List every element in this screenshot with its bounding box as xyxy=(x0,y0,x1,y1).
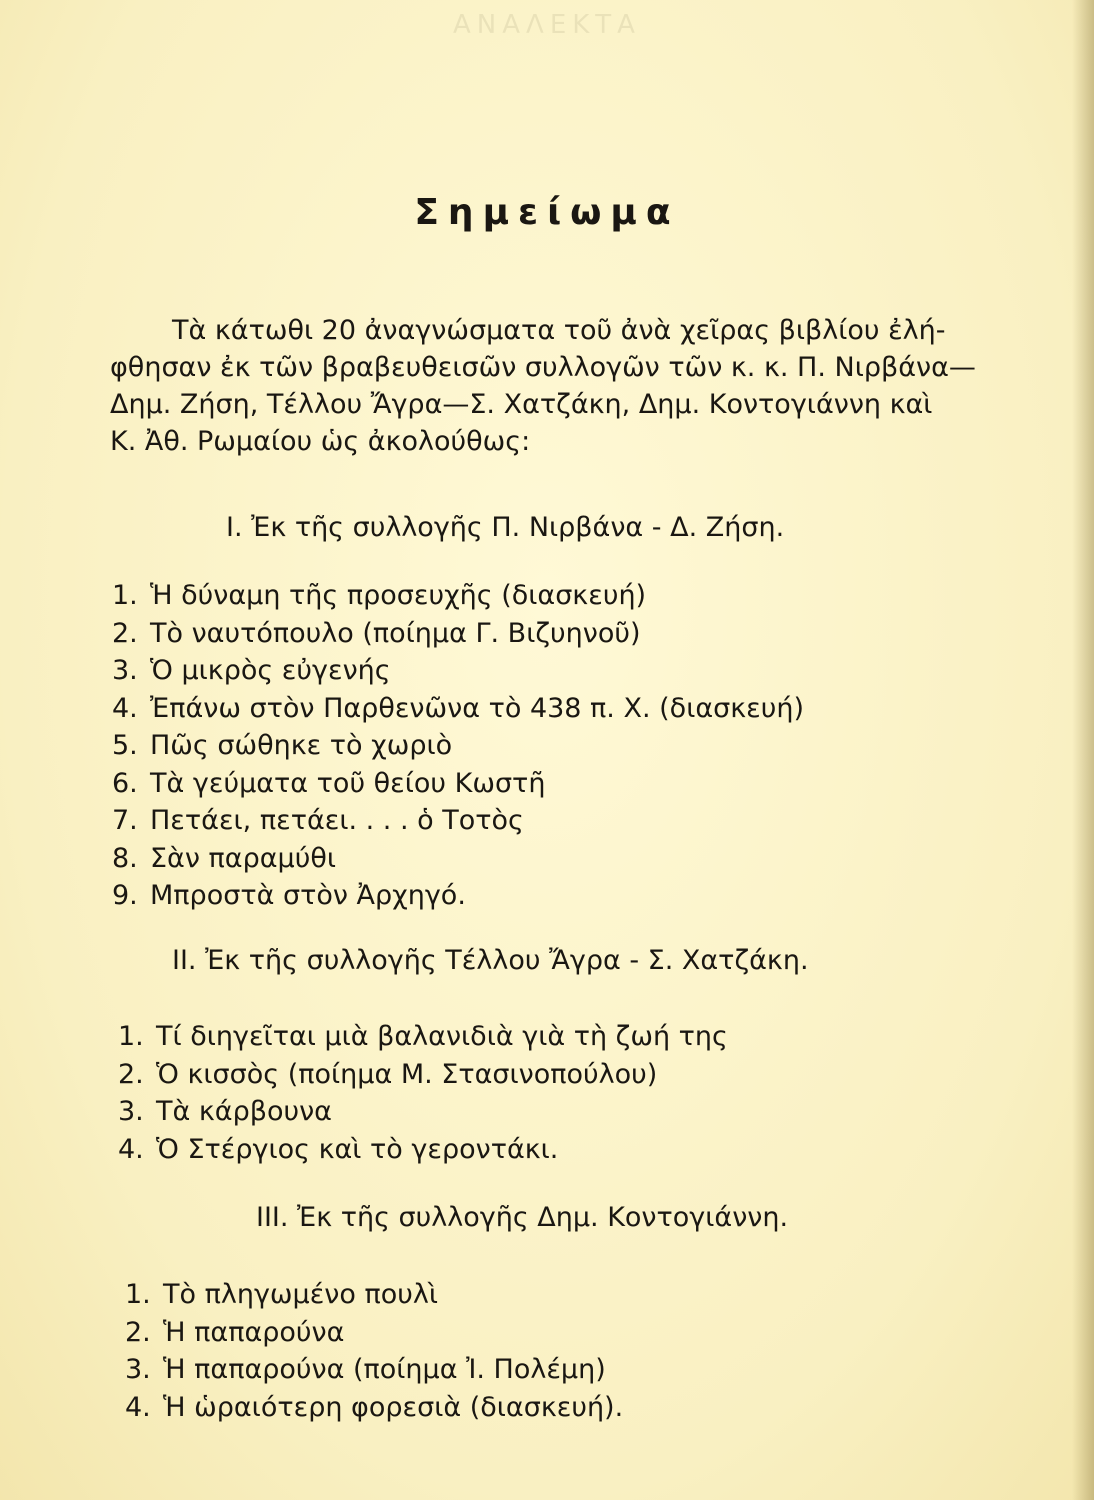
section-heading-3: III. Ἐκ τῆς συλλογῆς Δημ. Κοντογιάννη. xyxy=(256,1202,789,1233)
list-item: 2. Ἡ παπαρούνα xyxy=(125,1316,345,1348)
list-item: 3. Ὁ μικρὸς εὐγενής xyxy=(112,655,391,686)
list-item: 4. Ἡ ὡραιότερη φορεσιὰ (διασκευή). xyxy=(125,1391,624,1423)
section-list-2 xyxy=(118,1018,728,1168)
page-title: Σημείωμα xyxy=(414,192,680,233)
list-item: 2. Τὸ ναυτόπουλο (ποίημα Γ. Βιζυηνοῦ) xyxy=(112,617,641,649)
list-item: 2. Ὁ κισσὸς (ποίημα Μ. Στασινοπούλου) xyxy=(118,1058,658,1090)
list-item: 1. Τί διηγεῖται μιὰ βαλανιδιὰ γιὰ τὴ ζωή της xyxy=(118,1021,728,1052)
section-list-3 xyxy=(125,1276,623,1426)
list-item: 1. Ἡ δύναμη τῆς προσευχῆς (διασκευή) xyxy=(112,580,647,611)
intro-line: Κ. Ἀθ. Ρωμαίου ὡς ἀκολούθως: xyxy=(110,426,531,457)
list-item: 3. Ἡ παπαρούνα (ποίημα Ἰ. Πολέμη) xyxy=(125,1354,606,1385)
list-item: 4. Ὁ Στέργιος καὶ τὸ γεροντάκι. xyxy=(118,1133,559,1165)
intro-paragraph xyxy=(110,312,1020,460)
list-item: 4. Ἐπάνω στὸν Παρθενῶνα τὸ 438 π. Χ. (διασκευή) xyxy=(112,692,805,724)
list-item: 8. Σὰν παραμύθι xyxy=(112,842,336,874)
section-heading-1: I. Ἐκ τῆς συλλογῆς Π. Νιρβάνα - Δ. Ζήση. xyxy=(226,512,785,543)
intro-line: φθησαν ἐκ τῶν βραβευθεισῶν συλλογῶν τῶν κ. κ. Π. Νιρβάνα— xyxy=(110,352,976,383)
list-item: 7. Πετάει, πετάει. . . . ὁ Τοτὸς xyxy=(112,805,524,836)
list-item: 6. Τὰ γεύματα τοῦ θείου Κωστῆ xyxy=(112,767,546,799)
list-item: 1. Τὸ πληγωμένο πουλὶ xyxy=(125,1279,438,1310)
intro-line: Τὰ κάτωθι 20 ἀναγνώσματα τοῦ ἀνὰ χεῖρας βιβλίου ἐλή- xyxy=(172,315,946,346)
list-item: 5. Πῶς σώθηκε τὸ χωριὸ xyxy=(112,730,453,761)
intro-line: Δημ. Ζήση, Τέλλου Ἄγρα—Σ. Χατζάκη, Δημ. Κοντογιάννη καὶ xyxy=(110,389,933,420)
list-item: 3. Τὰ κάρβουνα xyxy=(118,1096,332,1127)
bleed-through-text: ΑΝΑΛΕΚΤΑ xyxy=(453,10,641,40)
section-list-1 xyxy=(112,577,804,915)
list-item: 9. Μπροστὰ στὸν Ἀρχηγό. xyxy=(112,880,466,911)
section-heading-2: II. Ἐκ τῆς συλλογῆς Τέλλου Ἄγρα - Σ. Χατζάκη. xyxy=(172,945,809,976)
